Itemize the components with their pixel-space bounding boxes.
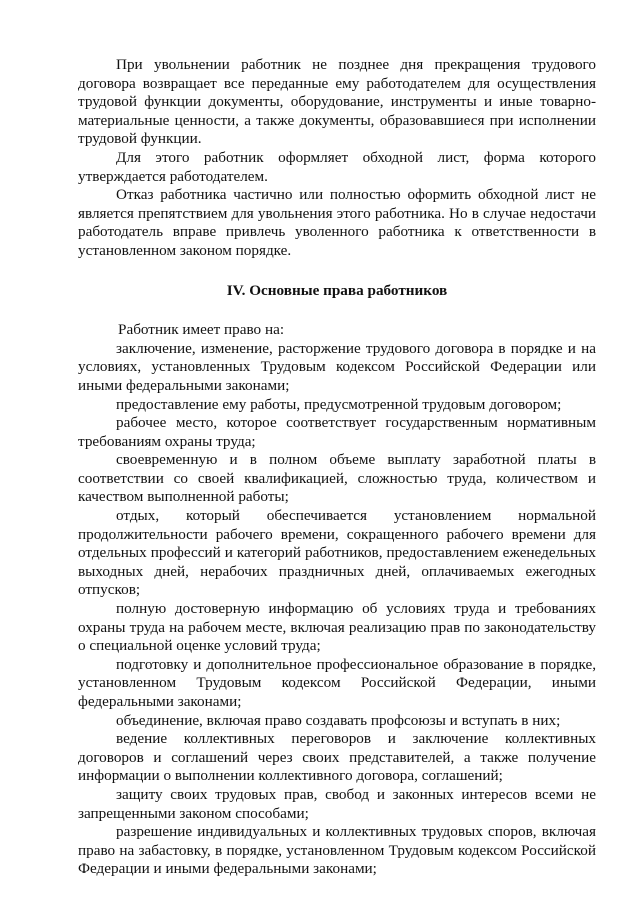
rights-item: рабочее место, которое соответствует государственным нормативным требованиям охраны труда;	[78, 414, 596, 450]
section-heading: IV. Основные права работников	[226, 281, 448, 299]
rights-item: полную достоверную информацию об условиях труда и требованиях охраны труда на рабочем месте, включая реализацию прав по законодательству о специальной оценке условий труда;	[78, 600, 596, 655]
rights-item: защиту своих трудовых прав, свобод и законных интересов всеми не запрещенными законом способами;	[78, 785, 596, 822]
rights-item: объединение, включая право создавать профсоюзы и вступать в них;	[116, 711, 561, 729]
rights-item: своевременную и в полном объеме выплату заработной платы в соответствии со своей квалификацией, сложностью труда, количеством и качеством выполненной работы;	[78, 451, 596, 506]
rights-item: подготовку и дополнительное профессиональное образование в порядке, установленном Трудовым кодексом Российской Федерации, иными федеральными законами;	[78, 655, 596, 710]
rights-intro: Работник имеет право на:	[118, 321, 285, 339]
rights-item: отдых, который обеспечивается установлением нормальной продолжительности рабочего времени, сокращенного рабочего времени для отдельных профессий и категорий работников, предоставлением еженедельных выходных дней, нерабочих праздничных дней, оплачиваемых ежегодных отпусков;	[78, 507, 596, 599]
document-page	[78, 56, 596, 879]
rights-item: разрешение индивидуальных и коллективных трудовых споров, включая право на забастовку, в порядке, установленном Трудовым кодексом Российской Федерации и иными федеральными законами;	[78, 823, 596, 878]
rights-item: ведение коллективных переговоров и заключение коллективных договоров и соглашений через своих представителей, а также получение информации о выполнении коллективного договора, соглашений;	[78, 730, 596, 785]
paragraph-clearance-sheet: Для этого работник оформляет обходной лист, форма которого утверждается работодателем.	[78, 148, 596, 185]
paragraph-refusal: Отказ работника частично или полностью оформить обходной лист не является препятствием для увольнения этого работника. Но в случае недостачи работодатель вправе привлечь уволенного работника к ответственности в установленном законом порядке.	[78, 186, 596, 259]
paragraph-return-property: При увольнении работник не позднее дня прекращения трудового договора возвращает все переданные ему работодателем для осуществления трудовой функции документы, оборудование, инструменты и иные товарно-материальные ценности, а также документы, образовавшиеся при исполнении трудовой функции.	[78, 56, 596, 148]
rights-item: заключение, изменение, расторжение трудового договора в порядке и на условиях, установленных Трудовым кодексом Российской Федерации или иными федеральными законами;	[78, 339, 596, 394]
rights-item: предоставление ему работы, предусмотренной трудовым договором;	[116, 395, 562, 413]
